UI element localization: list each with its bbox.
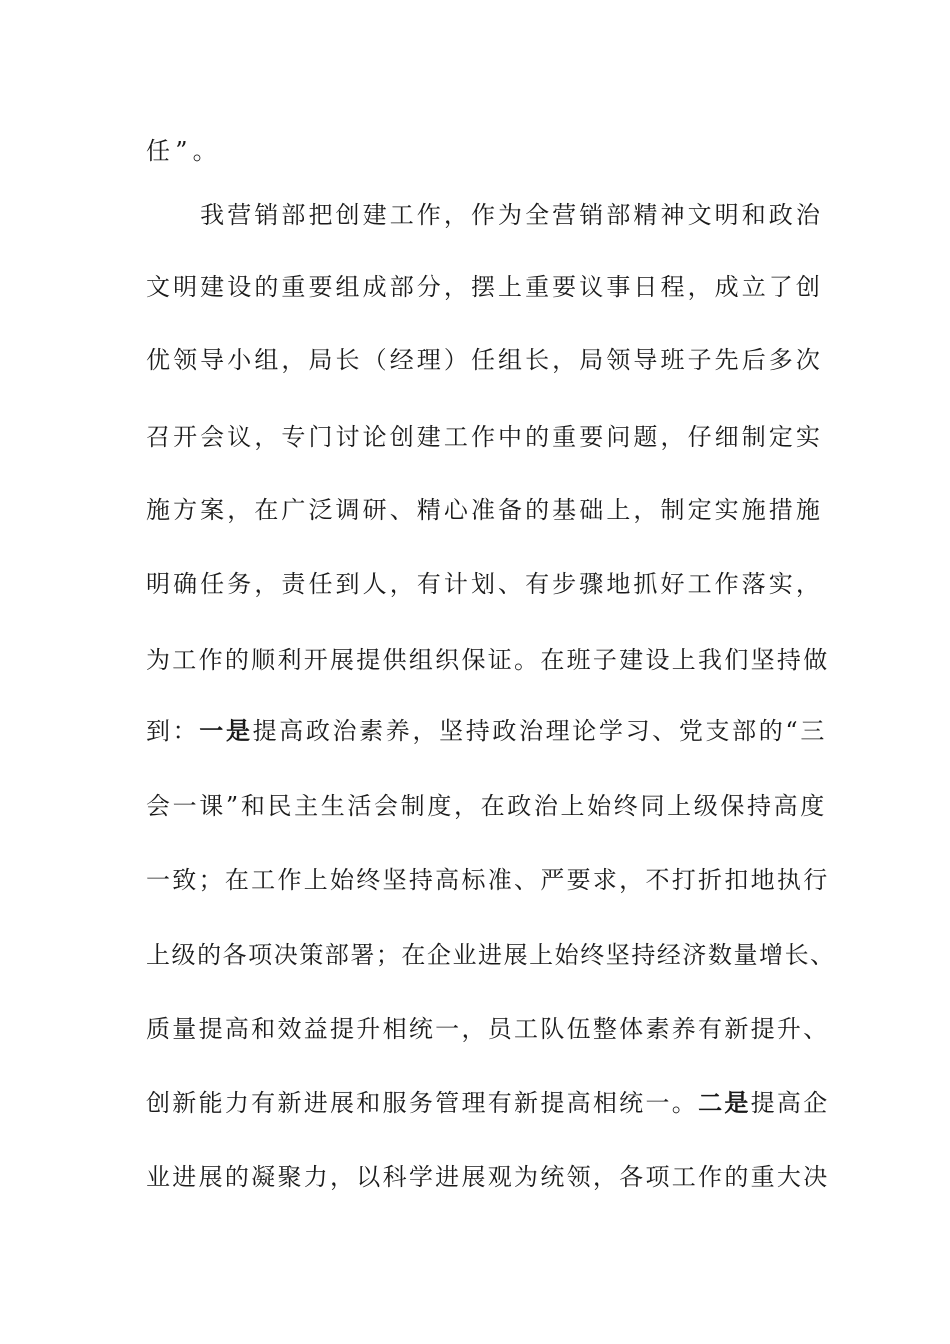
text-line xyxy=(146,865,830,895)
text-line xyxy=(146,940,836,970)
text-line xyxy=(146,716,827,746)
text-line xyxy=(146,1014,830,1044)
text-line xyxy=(146,422,823,452)
bold-text-segment: 一是 xyxy=(199,716,253,745)
text-segment: 我营销部把创建工作，作为全营销部精神文明和政治 xyxy=(146,201,823,229)
text-line xyxy=(146,136,222,166)
text-line xyxy=(146,1162,830,1192)
text-segment: 明确任务，责任到人，有计划、有步骤地抓好工作落实， xyxy=(146,570,823,598)
text-segment: 文明建设的重要组成部分，摆上重要议事日程，成立了创 xyxy=(146,273,823,301)
text-line xyxy=(146,1088,830,1118)
text-segment: 一致；在工作上始终坚持高标准、严要求，不打折扣地执行 xyxy=(146,866,830,894)
text-segment: 施方案，在广泛调研、精心准备的基础上，制定实施措施 xyxy=(146,496,823,524)
text-line xyxy=(146,495,823,525)
text-segment: 任”。 xyxy=(146,137,222,165)
text-segment: 提高企 xyxy=(750,1089,830,1117)
bold-text-segment: 二是 xyxy=(698,1088,751,1117)
text-segment: 上级的各项决策部署；在企业进展上始终坚持经济数量增长、 xyxy=(146,941,836,969)
text-line xyxy=(146,345,823,375)
text-segment: 提高政治素养，坚持政治理论学习、党支部的“三 xyxy=(252,717,827,745)
text-segment: 到： xyxy=(146,717,200,745)
text-line xyxy=(146,791,827,821)
text-segment: 创新能力有新进展和服务管理有新提高相统一。 xyxy=(146,1089,699,1117)
text-segment: 业进展的凝聚力，以科学进展观为统领，各项工作的重大决 xyxy=(146,1163,830,1191)
text-segment: 质量提高和效益提升相统一，员工队伍整体素养有新提升、 xyxy=(146,1015,830,1043)
text-segment: 会一课”和民主生活会制度，在政治上始终同上级保持高度 xyxy=(146,792,827,820)
text-line xyxy=(146,569,823,599)
text-segment: 为工作的顺利开展提供组织保证。在班子建设上我们坚持做 xyxy=(146,646,830,674)
text-line xyxy=(146,272,823,302)
paragraph-first-line xyxy=(146,200,823,230)
text-segment: 召开会议，专门讨论创建工作中的重要问题，仔细制定实 xyxy=(146,423,823,451)
text-line xyxy=(146,645,830,675)
text-segment: 优领导小组，局长（经理）任组长，局领导班子先后多次 xyxy=(146,346,823,374)
